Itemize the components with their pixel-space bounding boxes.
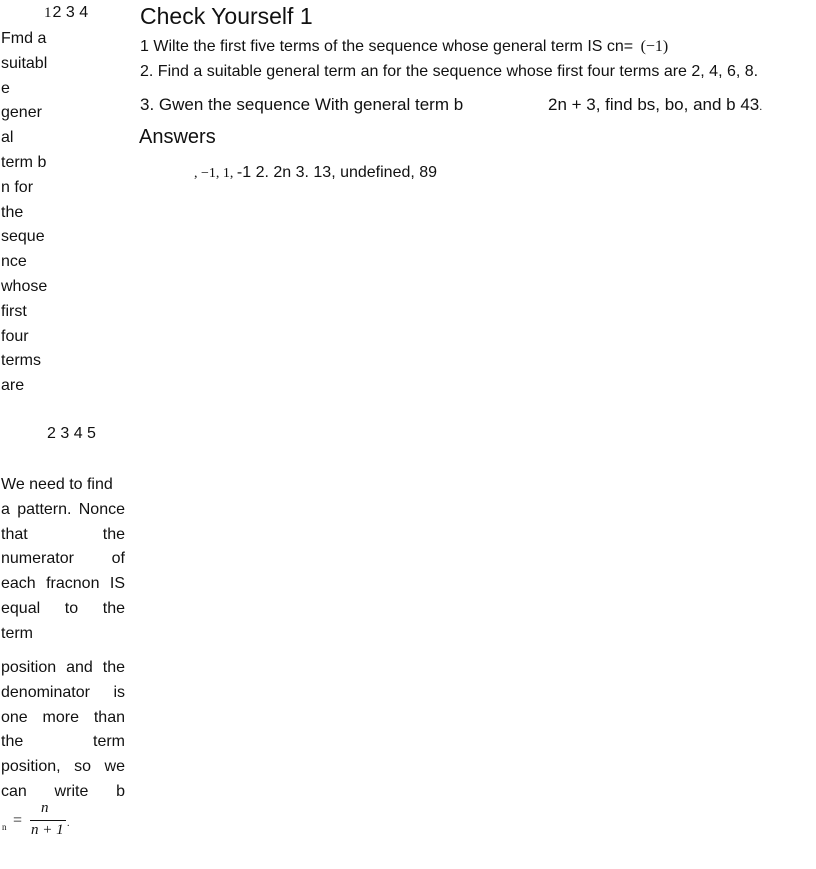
answers-line <box>194 164 437 182</box>
narrow-word-line: whose <box>1 278 48 295</box>
question-1-expression: (−1) <box>640 38 669 55</box>
answers-text: -1 2. 2n 3. 13, undefined, 89 <box>236 164 438 181</box>
para2-line: position and the <box>1 659 125 676</box>
para1-line: numerator of <box>1 550 125 568</box>
formula-subscript: n <box>2 822 7 832</box>
question-3-period: . <box>759 99 763 113</box>
question-3-suffix: 2n + 3, find bs, bo, and b 43 <box>548 95 760 114</box>
small-digit-one: 1 <box>44 5 52 21</box>
question-1-text: 1 Wilte the first five terms of the sequence whose general term IS cn= <box>140 38 634 55</box>
narrow-word-line: al <box>1 129 14 147</box>
para1-line: each fracnon IS <box>1 575 125 593</box>
para2-line: one more than <box>1 708 125 726</box>
para1-line: We need to find <box>1 476 113 493</box>
para2-line: position, so we <box>1 758 125 776</box>
narrow-word-line: term b <box>1 154 47 171</box>
para2-line: the term <box>1 733 125 751</box>
formula-period: . <box>67 818 70 829</box>
question-3-tail <box>548 95 762 115</box>
narrow-word-line: are <box>1 377 25 395</box>
para2-line: denominator is <box>1 683 125 701</box>
question-3-prefix: 3. Gwen the sequence With general term b <box>140 95 464 114</box>
narrow-word-line: n for <box>1 178 34 196</box>
para1-line: term <box>1 624 33 642</box>
narrow-word-line: seque <box>1 228 45 246</box>
explanation-paragraph-1 <box>1 473 125 647</box>
top-numbers-text: 2 3 4 <box>52 4 89 21</box>
question-3 <box>140 95 463 115</box>
para2-line: can write b <box>1 782 125 800</box>
answers-heading: Answers <box>139 126 216 148</box>
question-1 <box>140 38 668 56</box>
top-sequence-numbers <box>44 4 88 22</box>
narrow-word-line: four <box>1 327 29 345</box>
narrow-word-line: first <box>1 302 27 320</box>
para1-line: that the <box>1 525 125 543</box>
narrow-word-line: the <box>1 203 24 221</box>
page-title: Check Yourself 1 <box>140 3 313 29</box>
para1-line: a pattern. Nonce <box>1 500 125 518</box>
formula-numerator: n <box>41 800 49 816</box>
narrow-word-line: suitabl <box>1 54 48 72</box>
para1-line: equal to the <box>1 599 125 617</box>
formula-equals: = <box>13 812 23 829</box>
numbers-row-2345: 2 3 4 5 <box>47 425 96 442</box>
narrow-word-line: terms <box>1 352 41 370</box>
formula-denominator: n + 1 <box>31 822 64 838</box>
answers-lead: , −1, 1, <box>194 166 237 181</box>
narrow-word-line: e <box>1 79 10 97</box>
narrow-word-line: gener <box>1 104 42 122</box>
narrow-word-line: Fmd a <box>1 30 47 47</box>
narrow-word-line: nce <box>1 253 27 271</box>
question-2: 2. Find a suitable general term an for the sequence whose first four terms are 2, 4, 6, 8. <box>140 63 759 80</box>
fraction-bar <box>30 820 66 821</box>
explanation-paragraph-2 <box>1 656 125 805</box>
